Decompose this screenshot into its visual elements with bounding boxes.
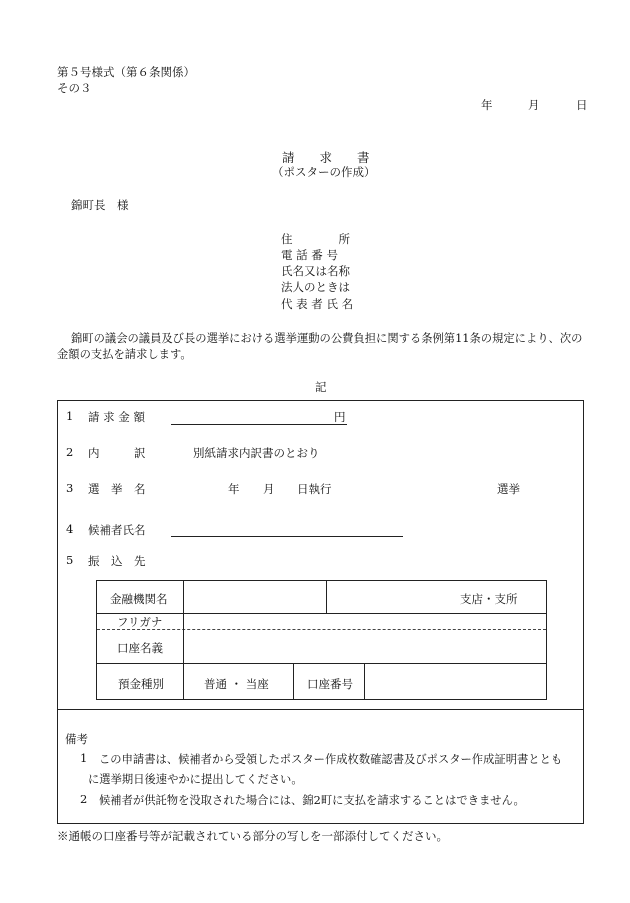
document-subtitle: （ポスターの作成） [272,165,376,179]
document-title: 請 求 書 [282,150,370,165]
applicant-corp-label: 法人のときは [281,280,350,294]
item3-number: 3 [66,481,74,495]
account-number-field[interactable] [366,664,544,698]
date-day-label: 日 [576,98,588,112]
branch-label: 支店・支所 [460,592,518,606]
notes-title: 備考 [65,732,88,746]
furigana-label: フリガナ [117,615,163,629]
furigana-field[interactable] [184,614,544,628]
item2-label: 内 訳 [88,446,146,460]
applicant-name-label: 氏名又は名称 [281,264,350,278]
item2-number: 2 [66,445,74,459]
item5-label: 振 込 先 [88,554,146,568]
candidate-name-underline[interactable] [171,536,403,537]
account-name-label: 口座名義 [117,641,163,655]
amount-underline[interactable] [171,424,347,425]
body-text-line1: 錦町の議会の議員及び長の選挙における選挙運動の公費負担に関する条例第11条の規定により、次の [71,332,583,345]
furigana-dashed-line [97,629,546,630]
deposit-type-column-line [293,663,294,699]
ki-label: 記 [315,380,327,394]
note1-number: 1 [80,751,88,765]
form-number: 第５号様式（第６条関係） [57,65,195,79]
addressee: 錦町長 様 [71,198,129,212]
deposit-type-options[interactable]: 普通 ・ 当座 [204,677,269,691]
applicant-representative-label: 代 表 者 氏 名 [281,297,354,311]
applicant-phone-label: 電 話 番 号 [281,248,338,262]
item1-label: 請 求 金 額 [88,410,145,424]
body-text-line2: 金額の支払を請求します。 [57,348,192,361]
note1-line2: に選挙期日後速やかに提出してください。 [88,773,303,786]
institution-field[interactable] [184,591,324,611]
item5-number: 5 [66,553,74,567]
note2-number: 2 [80,792,88,806]
item1-number: 1 [66,409,74,423]
form-subnumber: その３ [57,81,92,95]
account-number-label: 口座番号 [307,677,353,691]
notes-divider [57,709,584,710]
date-year-label: 年 [481,98,493,112]
item3-month: 月 [263,482,275,496]
item3-year: 年 [228,482,240,496]
item3-label: 選 挙 名 [88,482,146,496]
institution-label: 金融機関名 [110,592,168,606]
item2-value: 別紙請求内訳書のとおり [193,446,320,460]
applicant-address-label: 住 所 [281,232,350,246]
branch-column-line [326,581,327,613]
footer-note: ※通帳の口座番号等が記載されている部分の写しを一部添付してください。 [57,829,448,843]
date-month-label: 月 [528,98,540,112]
account-name-field[interactable] [184,632,544,660]
note2-text: 候補者が供託物を没取された場合には、錦2町に支払を請求することはできません。 [99,794,525,807]
account-no-column-line [364,663,365,699]
item4-number: 4 [66,522,74,536]
item3-election-suffix: 選挙 [497,482,520,496]
item4-label: 候補者氏名 [88,523,146,537]
item3-day: 日執行 [297,482,332,496]
item1-unit: 円 [334,410,346,424]
note1-line1: この申請書は、候補者から受領したポスター作成枚数確認書及びポスター作成証明書ととも [99,753,563,766]
deposit-type-label: 預金種別 [118,677,164,691]
